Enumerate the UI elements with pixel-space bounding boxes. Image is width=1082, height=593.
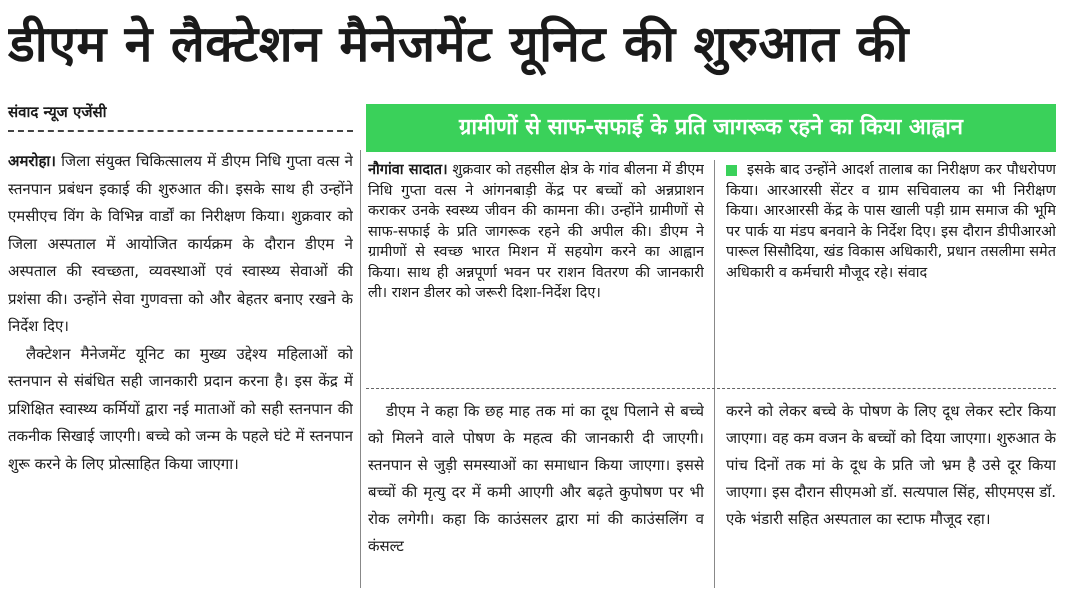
middle-top-column bbox=[368, 160, 704, 382]
section-divider bbox=[366, 388, 1056, 389]
left-paragraph-1-text: जिला संयुक्त चिकित्सालय में डीएम निधि गुप्ता वत्स ने स्तनपान प्रबंधन इकाई की शुरुआत की। इसके साथ ही उन्होंने एमसीएच विंग के विभिन्न वार्डों का निरीक्षण किया। शुक्रवार को जिला अस्पताल में आयोजित कार्यक्रम के दौरान डीएम ने अस्पताल की स्वच्छता, व्यवस्थाओं एवं स्वास्थ्य सेवाओं की प्रशंसा की। उन्होंने सेवा गुणवत्ता को और बेहतर बनाए रखने के निर्देश दिए। bbox=[8, 152, 353, 335]
right-bottom-column bbox=[726, 398, 1056, 588]
dateline-naugawan-sadat: नौगांवा सादात। bbox=[368, 162, 448, 178]
left-column bbox=[8, 148, 353, 588]
middle-top-text: शुक्रवार को तहसील क्षेत्र के गांव बीलना में डीएम निधि गुप्ता वत्स ने आंगनबाड़ी केंद्र पर बच्चों को अन्नप्राशन कराकर उनके स्वस्थ्य जीवन की कामना की। उन्होंने ग्रामीणों से साफ-सफाई के प्रति जागरूक रहने की अपील की। डीएम ने ग्रामीणों से स्वच्छ भारत मिशन में सहयोग करने का आह्वान किया। साथ ही अन्नपूर्णा भवन पर राशन वितरण की जानकारी ली। राशन डीलर को जरूरी दिशा-निर्देश दिए। bbox=[368, 162, 704, 301]
byline-divider bbox=[8, 130, 353, 132]
column-divider bbox=[714, 160, 715, 588]
subheadline-banner: ग्रामीणों से साफ-सफाई के प्रति जागरूक रहने का किया आह्वान bbox=[366, 104, 1056, 152]
byline: संवाद न्यूज एजेंसी bbox=[8, 103, 107, 121]
right-top-column bbox=[726, 160, 1056, 382]
middle-bottom-paragraph: डीएम ने कहा कि छह माह तक मां का दूध पिलाने से बच्चे को मिलने वाले पोषण के महत्व की जानकारी दी जाएगी। स्तनपान से जुड़ी समस्याओं का समाधान किया जाएगा। इससे बच्चों की मृत्यु दर में कमी आएगी और बढ़ते कुपोषण पर भी रोक लगेगी। कहा कि काउंसलर द्वारा मां की काउंसलिंग व कंसल्ट bbox=[368, 402, 704, 555]
column-divider bbox=[360, 150, 361, 588]
headline: डीएम ने लैक्टेशन मैनेजमेंट यूनिट की शुरुआत की bbox=[8, 15, 909, 73]
left-paragraph-1 bbox=[8, 148, 353, 341]
middle-top-paragraph bbox=[368, 160, 704, 304]
dateline-amroha: अमरोहा। bbox=[8, 152, 56, 170]
right-top-text: इसके बाद उन्होंने आदर्श तालाब का निरीक्षण कर पौधरोपण किया। आरआरसी सेंटर व ग्राम सचिवालय का भी निरीक्षण किया। आरआरसी केंद्र के पास खाली पड़ी ग्राम समाज की भूमि पर पार्क या मंडप बनवाने के निर्देश दिए। इस दौरान डीपीआरओ पारूल सिसौदिया, खंड विकास अधिकारी, प्रधान तसलीमा समेत अधिकारी व कर्मचारी मौजूद रहे। संवाद bbox=[726, 162, 1056, 281]
right-top-paragraph bbox=[726, 160, 1056, 283]
middle-bottom-column bbox=[368, 398, 704, 588]
green-bullet-icon bbox=[726, 165, 737, 176]
right-bottom-paragraph: करने को लेकर बच्चे के पोषण के लिए दूध लेकर स्टोर किया जाएगा। वह कम वजन के बच्चों को दिया जाएगा। शुरुआत के पांच दिनों तक मां के दूध के प्रति जो भ्रम है उसे दूर किया जाएगा। इस दौरान सीएमओ डॉ. सत्यपाल सिंह, सीएमएस डॉ. एके भंडारी सहित अस्पताल का स्टाफ मौजूद रहा। bbox=[726, 402, 1056, 528]
left-paragraph-2: लैक्टेशन मैनेजमेंट यूनिट का मुख्य उद्देश्य महिलाओं को स्तनपान से संबंधित सही जानकारी प्रदान करना है। इस केंद्र में प्रशिक्षित स्वास्थ्य कर्मियों द्वारा नई माताओं को सही स्तनपान की तकनीक सिखाई जाएगी। बच्चे को जन्म के पहले घंटे में स्तनपान शुरू करने के लिए प्रोत्साहित किया जाएगा। bbox=[8, 344, 353, 473]
